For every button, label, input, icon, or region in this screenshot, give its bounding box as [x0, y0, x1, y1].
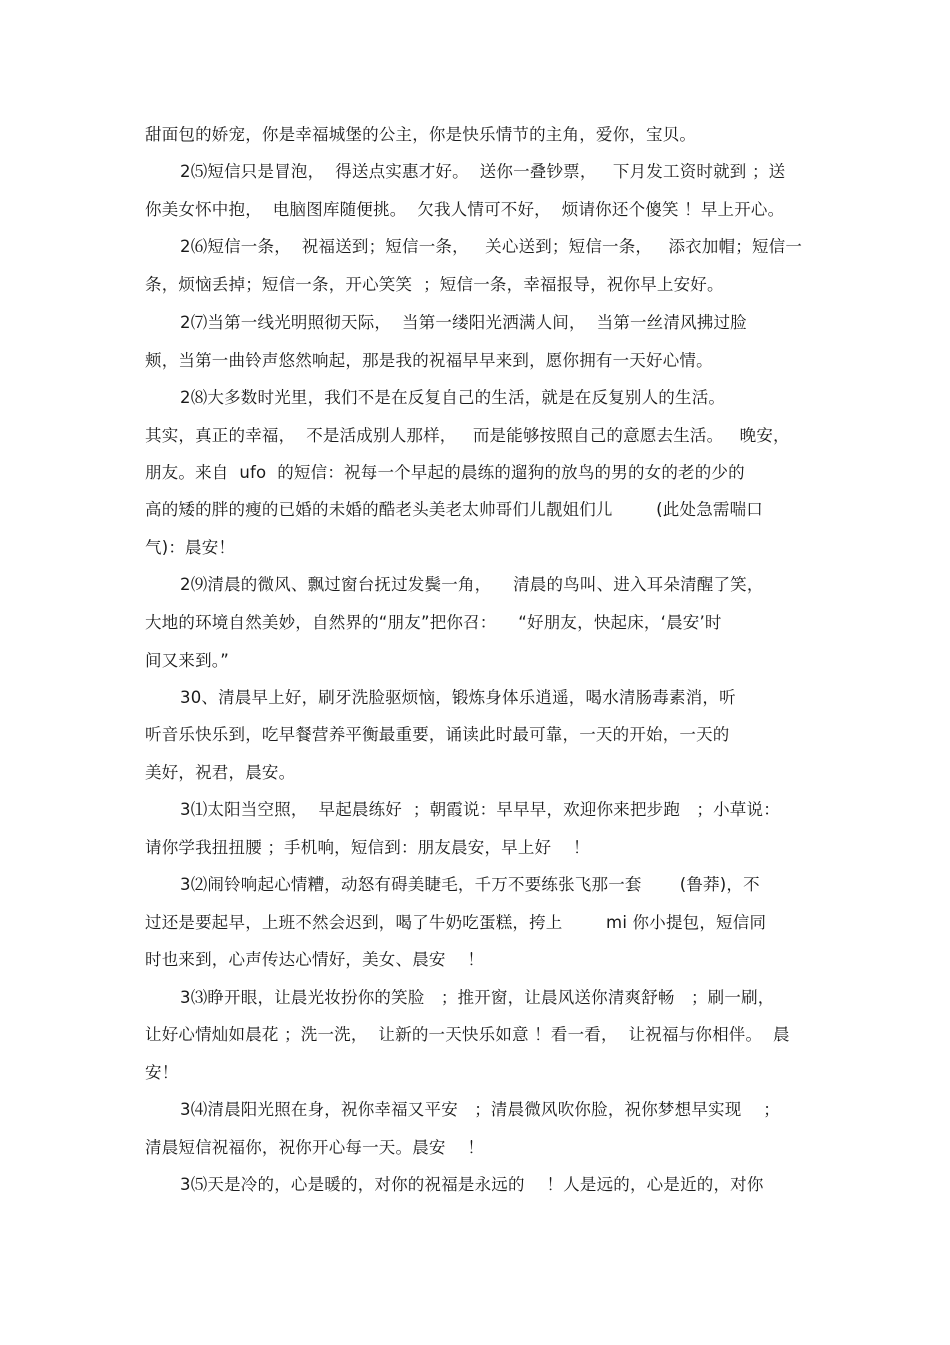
text-line: 2⑹短信一条， 祝福送到；短信一条， 关心送到；短信一条， 添衣加帽；短信一: [180, 237, 803, 256]
text-line: 清晨短信祝福你，祝你开心每一天。晨安 ！: [145, 1138, 485, 1157]
text-line: 条，烦恼丢掉；短信一条，开心笑笑 ；短信一条，幸福报导，祝你早上安好。: [145, 275, 724, 294]
text-line: 过还是要起早，上班不然会迟到，喝了牛奶吃蛋糕，挎上 mi 你小提包，短信同: [145, 913, 767, 932]
text-line: 安！: [145, 1063, 179, 1082]
text-line: 你美女怀中抱， 电脑图库随便挑。 欠我人情可不好， 烦请你还个傻笑 ！早上开心。: [145, 200, 785, 219]
text-line: 30、清晨早上好，刷牙洗脸驱烦恼，锻炼身体乐逍遥，喝水清肠毒素消，听: [180, 688, 736, 707]
text-line: 时也来到，心声传达心情好，美女、晨安 ！: [145, 950, 485, 969]
text-line: 甜面包的娇宠，你是幸福城堡的公主，你是快乐情节的主角，爱你，宝贝。: [145, 125, 697, 144]
text-line: 2⑼清晨的微风、飘过窗台抚过发鬓一角， 清晨的鸟叫、进入耳朵清醒了笑，: [180, 575, 764, 594]
text-line: 让好心情灿如晨花 ；洗一洗， 让新的一天快乐如意 ！看一看， 让祝福与你相伴。 晨: [145, 1025, 790, 1044]
text-line: 气)：晨安！: [145, 538, 236, 557]
text-line: 大地的环境自然美妙，自然界的“朋友”把你召： “好朋友，快起床，‘晨安’时: [145, 613, 722, 632]
text-line: 2⑺当第一线光明照彻天际， 当第一缕阳光洒满人间， 当第一丝清风拂过脸: [180, 313, 747, 332]
text-line: 3⑵闹铃响起心情糟，动怒有碍美睫毛，千万不要练张飞那一套 (鲁莽)，不: [180, 875, 760, 894]
text-line: 3⑷清晨阳光照在身，祝你幸福又平安 ；清晨微风吹你脸，祝你梦想早实现 ；: [180, 1100, 780, 1119]
text-line: 2⑻大多数时光里，我们不是在反复自己的生活，就是在反复别人的生活。: [180, 388, 726, 407]
text-line: 请你学我扭扭腰 ；手机响，短信到：朋友晨安，早上好 ！: [145, 838, 590, 857]
text-line: 2⑸短信只是冒泡， 得送点实惠才好。 送你一叠钞票， 下月发工资时就到 ；送: [180, 162, 786, 181]
text-line: 朋友。来自 ufo 的短信：祝每一个早起的晨练的遛狗的放鸟的男的女的老的少的: [145, 463, 745, 482]
text-line: 其实，真正的幸福， 不是活成别人那样， 而是能够按照自己的意愿去生活。 晚安，: [145, 426, 790, 445]
text-line: 听音乐快乐到，吃早餐营养平衡最重要，诵读此时最可靠，一天的开始，一天的: [145, 725, 730, 744]
text-line: 3⑴太阳当空照， 早起晨练好 ；朝霞说：早早早，欢迎你来把步跑 ；小草说：: [180, 800, 780, 819]
text-line: 美好，祝君，晨安。: [145, 763, 296, 782]
text-line: 3⑶睁开眼，让晨光妆扮你的笑脸 ；推开窗，让晨风送你清爽舒畅 ；刷一刷，: [180, 988, 775, 1007]
text-line: 颊，当第一曲铃声悠然响起，那是我的祝福早早来到，愿你拥有一天好心情。: [145, 351, 713, 370]
text-line: 间又来到。”: [145, 651, 229, 670]
text-line: 高的矮的胖的瘦的已婚的未婚的酷老头美老太帅哥们儿靓姐们儿 (此处急需喘口: [145, 500, 763, 519]
text-line: 3⑸天是冷的，心是暖的，对你的祝福是永远的 ！人是远的，心是近的，对你: [180, 1175, 764, 1194]
